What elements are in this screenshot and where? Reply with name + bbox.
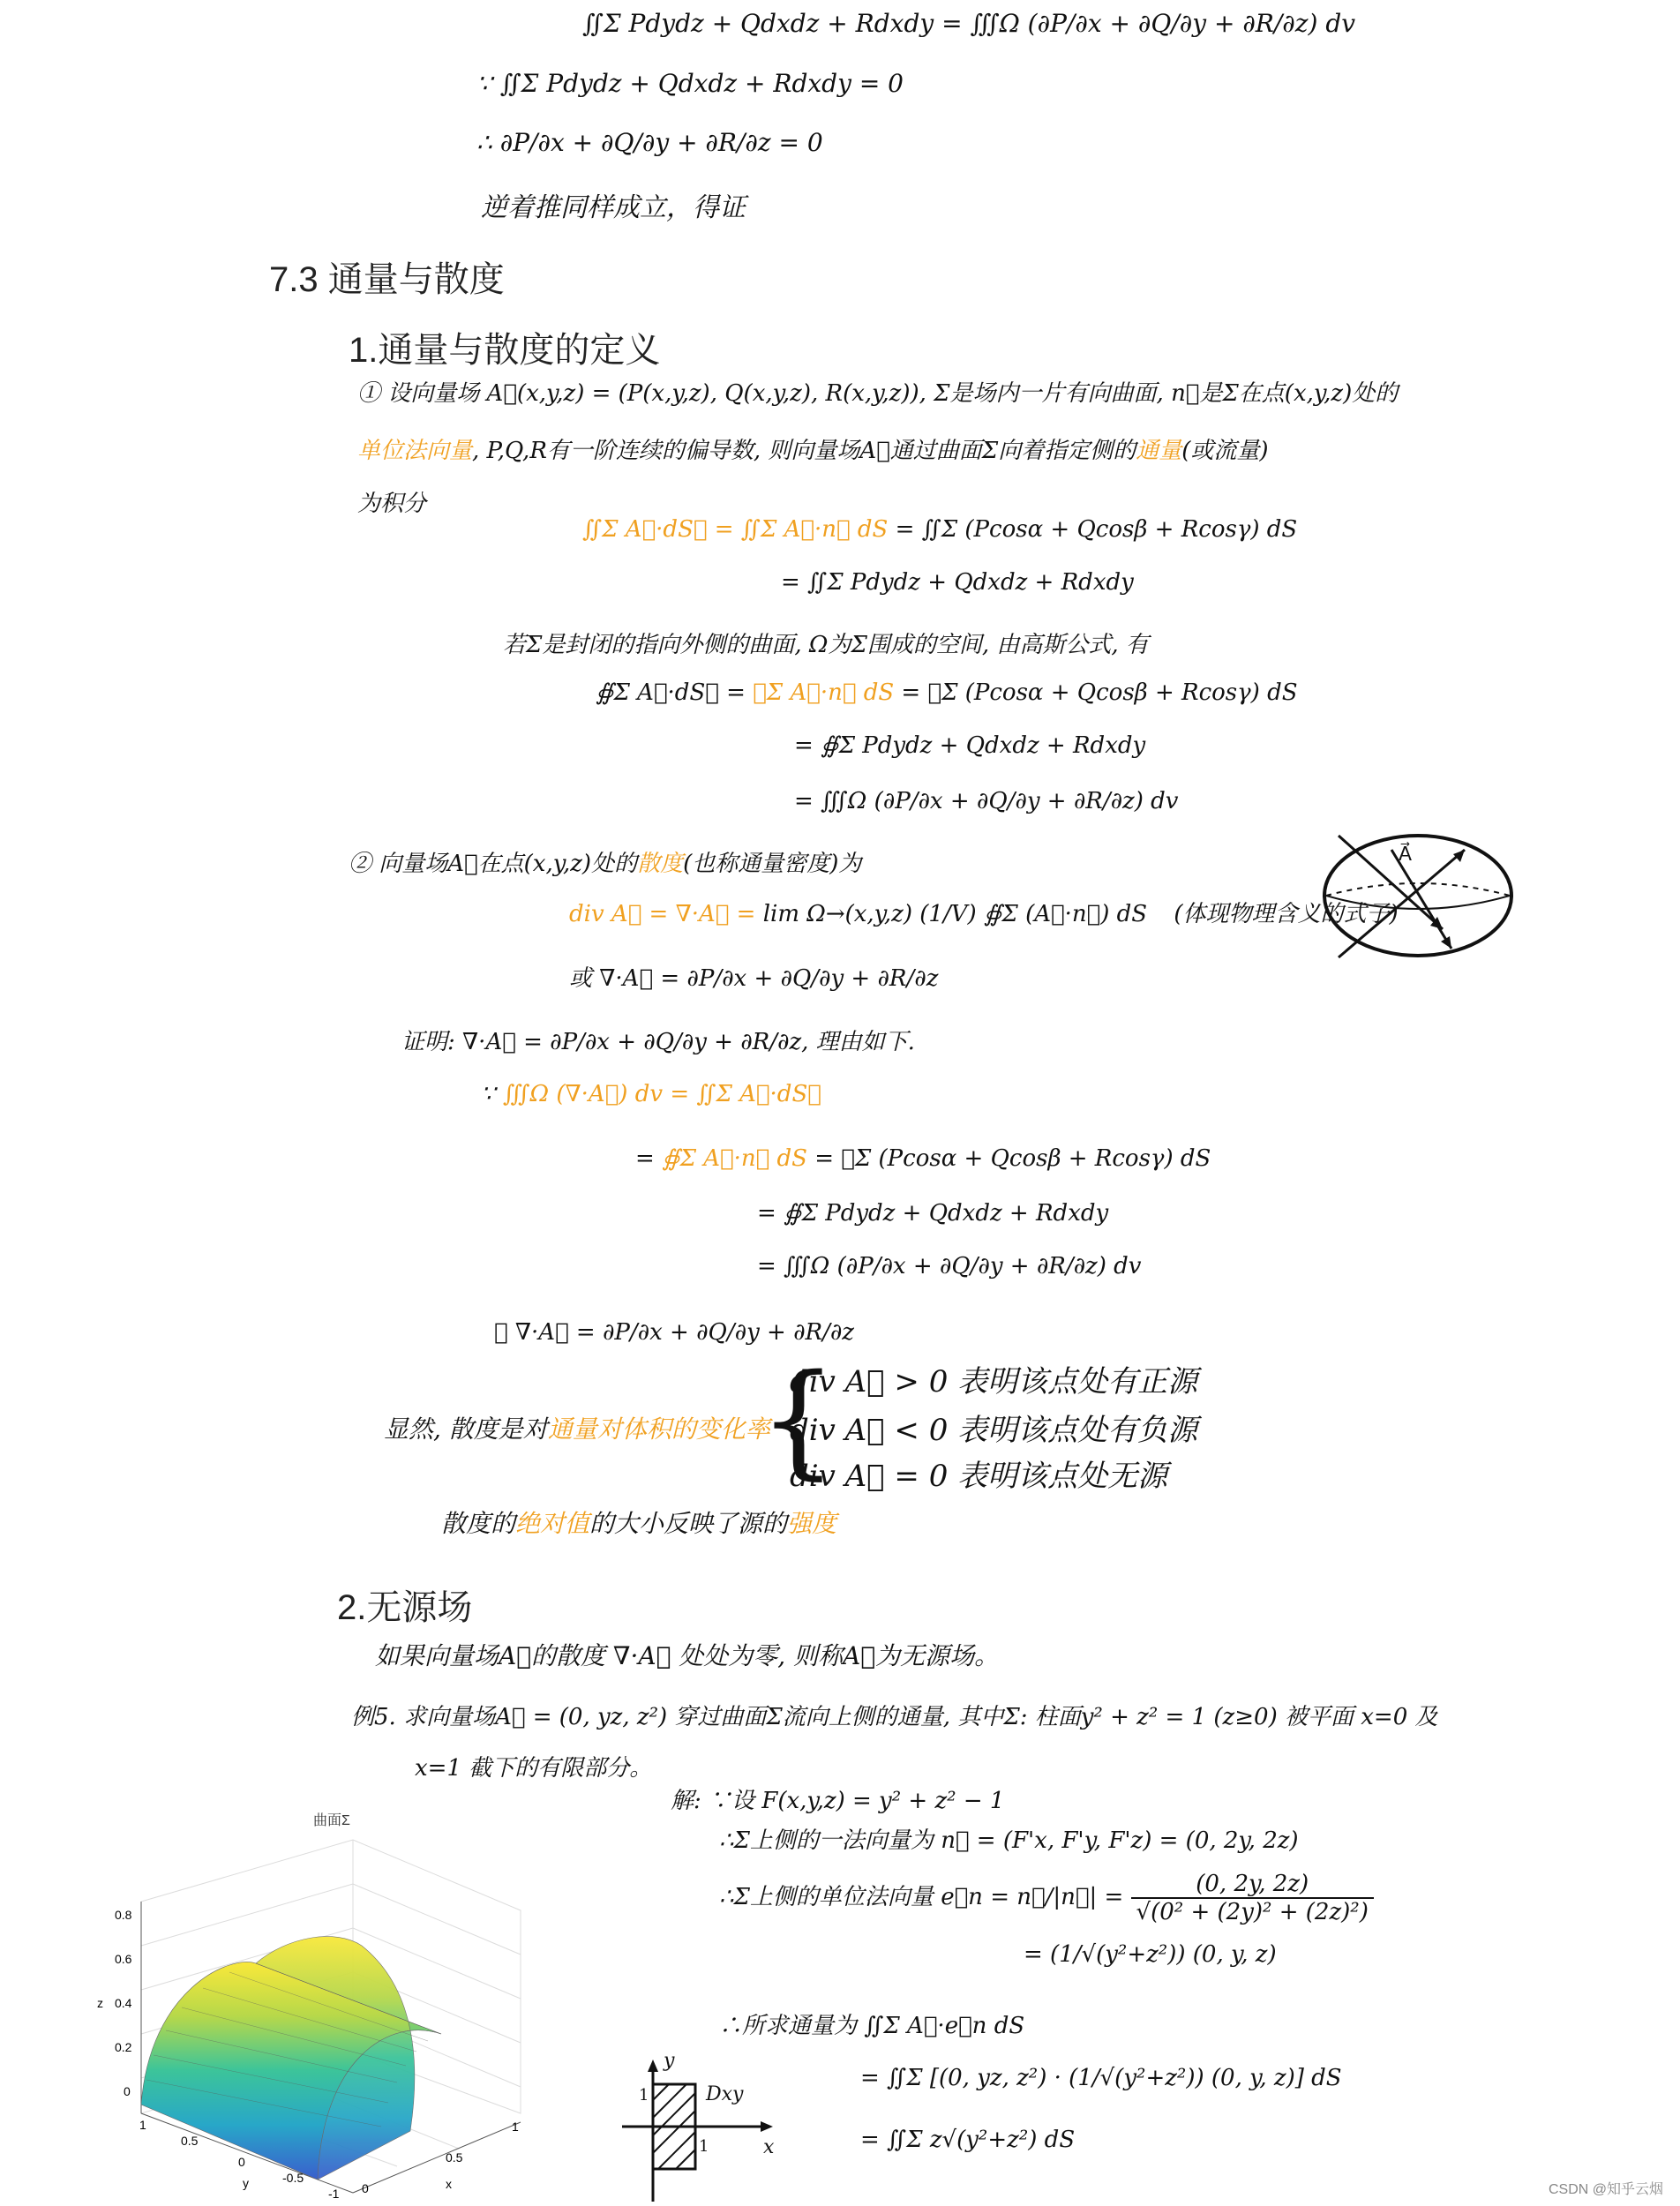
definition-line-2 — [357, 432, 1269, 465]
closed-flux-a: ∯Σ A⃗·dS⃗ = — [596, 679, 754, 706]
tick-1-x: 1 — [699, 2137, 709, 2156]
case-zero: div A⃗ = 0 表明该点处无源 — [790, 1459, 1168, 1494]
strength-b: 的大小反映了源的 — [589, 1509, 788, 1538]
x-tick: 0 — [362, 2181, 369, 2195]
z-axis-ticks — [115, 1908, 132, 2098]
definition-line-1 — [357, 375, 1398, 408]
tick-1-y: 1 — [639, 2086, 649, 2105]
divergence-highlight: 散度 — [637, 851, 684, 877]
y-tick: 1 — [139, 2118, 146, 2132]
flux-zero-premise: ∵ ∬Σ Pdydz + Qdxdz + Rdxdy = 0 — [476, 69, 904, 98]
z-tick: 0.6 — [115, 1952, 132, 1966]
closed-flux-line2: = ∯Σ Pdydz + Qdxdz + Rdxdy — [794, 732, 1146, 759]
closed-flux-highlight: ∯Σ A⃗·n⃗ dS — [753, 679, 895, 706]
strength-statement — [441, 1504, 836, 1540]
flux-formula-line2: = ∬Σ Pdydz + Qdxdz + Rdxdy — [781, 569, 1134, 596]
divergence-note: (体现物理含义的式子) — [1174, 901, 1399, 927]
closed-surface-text: 若Σ是封闭的指向外侧的曲面, Ω为Σ围成的空间, 由高斯公式, 有 — [503, 632, 1149, 658]
divergence-meaning-highlight: 通量对体积的变化率 — [547, 1414, 770, 1444]
definition-text-2-end: (或流量) — [1181, 438, 1269, 464]
proof-step-2-rest: = ∯Σ (Pcosα + Qcosβ + Rcosγ) dS — [806, 1145, 1211, 1172]
hatch-4 — [653, 2111, 695, 2153]
div-zero-conclusion: ∴ ∂P/∂x + ∂Q/∂y + ∂R/∂z = 0 — [476, 128, 823, 157]
definition-text-1: 设向量场 A⃗(x,y,z) = (P(x,y,z), Q(x,y,z), R(x,y,z)), Σ是场内一片有向曲面, n⃗是Σ在点(x,y,z)处的 — [387, 380, 1399, 407]
proof-heading: 证明: ∇·A⃗ = ∂P/∂x + ∂Q/∂y + ∂R/∂z, 理由如下. — [401, 1029, 915, 1055]
y-axis-arrow — [648, 2060, 658, 2072]
hatch-3 — [653, 2093, 695, 2135]
y-tick: -0.5 — [282, 2171, 304, 2185]
flux-formula — [582, 516, 1297, 543]
z-tick: 0.4 — [115, 1996, 132, 2010]
hatch-5 — [658, 2132, 695, 2169]
case-positive: div A⃗ > 0 表明该点处有正源 — [790, 1364, 1198, 1399]
unit-normal-highlight: 单位法向量 — [357, 438, 473, 464]
divergence-definition — [349, 845, 861, 878]
divergence-limit: lim Ω→(x,y,z) (1/V) ∯Σ (A⃗·n⃗) dS — [762, 901, 1148, 927]
solution-step-1: 解: ∵设 F(x,y,z) = y² + z² − 1 — [671, 1788, 1005, 1814]
divergence-meaning-a: 显然, 散度是对 — [384, 1414, 548, 1444]
x-tick: 0.5 — [446, 2150, 463, 2165]
example-5-line-2: x=1 截下的有限部分。 — [415, 1755, 653, 1782]
gauss-equation: ∬Σ Pdydz + Qdxdz + Rdxdy = ∭Ω (∂P/∂x + ∂Q/∂y + ∂R/∂z) dv — [582, 9, 1356, 38]
z-tick: 0.2 — [115, 2040, 132, 2054]
z-tick: 0 — [124, 2084, 131, 2098]
proof-step-2-highlight: ∯Σ A⃗·n⃗ dS — [662, 1145, 807, 1172]
hatch-2 — [653, 2084, 686, 2118]
strength-highlight-1: 绝对值 — [515, 1509, 590, 1538]
closed-flux-b: = ∯Σ (Pcosα + Qcosβ + Rcosγ) dS — [894, 679, 1298, 706]
z-axis-label: z — [97, 1996, 103, 2010]
axis-y-label: y — [664, 2050, 675, 2072]
y-tick: 0 — [238, 2155, 245, 2169]
flux-formula-rest: = ∬Σ (Pcosα + Qcosβ + Rcosγ) dS — [888, 516, 1298, 543]
solution-step-2: ∴Σ上侧的一法向量为 n⃗ = (F'x, F'y, F'z) = (0, 2y, 2z) — [719, 1827, 1299, 1854]
proof-step-4: = ∭Ω (∂P/∂x + ∂Q/∂y + ∂R/∂z) dv — [757, 1253, 1142, 1279]
divergence-formula — [569, 896, 1399, 928]
flux-formula-highlight: ∬Σ A⃗·dS⃗ = ∬Σ A⃗·n⃗ dS — [582, 516, 889, 543]
proof-because: ∵ — [481, 1081, 503, 1107]
sourceless-definition: 如果向量场A⃗的散度 ∇·A⃗ 处处为零, 则称A⃗为无源场。 — [375, 1641, 1000, 1670]
strength-highlight-2: 强度 — [787, 1509, 837, 1538]
divergence-or-line: 或 ∇·A⃗ = ∂P/∂x + ∂Q/∂y + ∂R/∂z — [569, 965, 939, 992]
x-axis-label: x — [446, 2177, 452, 2191]
y-tick: -1 — [328, 2187, 340, 2201]
closed-flux-line3: = ∭Ω (∂P/∂x + ∂Q/∂y + ∂R/∂z) dv — [794, 788, 1179, 814]
solution-step-5: ∴所求通量为 ∬Σ A⃗·e⃗n dS — [719, 2013, 1025, 2039]
solution-step-3-a: ∴Σ上侧的单位法向量 e⃗n = n⃗/|n⃗| = — [719, 1884, 1131, 1910]
plot-title: 曲面Σ — [313, 1813, 350, 1828]
definition-text-2: , P,Q,R有一阶连续的偏导数, 则向量场A⃗通过曲面Σ向着指定侧的 — [472, 438, 1136, 464]
solution-step-4: = (1/√(y²+z²)) (0, y, z) — [1024, 1941, 1277, 1968]
proof-step-3: = ∯Σ Pdydz + Qdxdz + Rdxdy — [757, 1200, 1109, 1227]
watermark: CSDN @知乎云烟 — [1549, 2182, 1664, 2197]
axis-x-label: x — [763, 2136, 775, 2158]
section-heading: 7.3 通量与散度 — [269, 260, 505, 299]
hatch-1 — [653, 2084, 669, 2100]
example-5-line-1: 例5. 求向量场A⃗ = (0, yz, z²) 穿过曲面Σ流向上侧的通量, 其中Σ: 柱面y² + z² = 1 (z≥0) 被平面 x=0 及 — [351, 1704, 1438, 1730]
definition-line-3: 为积分 — [357, 491, 427, 517]
proof-conclusion: ∴ ∇·A⃗ = ∂P/∂x + ∂Q/∂y + ∂R/∂z — [494, 1319, 854, 1346]
solution-step-7: = ∬Σ z√(y²+z²) dS — [860, 2127, 1076, 2153]
divergence-meaning — [384, 1410, 770, 1445]
subsection-definition: 1.通量与散度的定义 — [349, 331, 661, 370]
surface-plot — [97, 1831, 556, 2202]
z-tick: 0.8 — [115, 1908, 132, 1922]
closed-flux-formula — [596, 679, 1298, 706]
dxy-label: Dxy — [706, 2083, 744, 2105]
subsection-sourceless: 2.无源场 — [337, 1588, 473, 1627]
strength-a: 散度的 — [441, 1509, 516, 1538]
x-axis-arrow — [761, 2121, 773, 2132]
divergence-text-b: (也称通量密度)为 — [683, 851, 862, 877]
marker-1: ① — [357, 380, 381, 407]
cases-brace: { — [759, 1348, 838, 1492]
proof-step-1 — [481, 1081, 821, 1107]
dxy-region-sketch — [618, 2047, 794, 2206]
proof-step-2 — [635, 1145, 1211, 1172]
y-tick: 0.5 — [181, 2134, 199, 2148]
x-tick: 1 — [512, 2120, 519, 2134]
flux-highlight: 通量 — [1136, 438, 1182, 464]
divergence-formula-highlight: div A⃗ = ∇·A⃗ = — [569, 901, 763, 927]
case-negative: div A⃗ < 0 表明该点处有负源 — [790, 1413, 1198, 1448]
fraction-denominator: √(0² + (2y)² + (2z)²) — [1136, 1899, 1369, 1925]
solution-step-3 — [719, 1871, 1374, 1925]
hatch-6 — [676, 2150, 695, 2169]
y-axis-label: y — [243, 2176, 249, 2190]
solution-step-6: = ∬Σ [(0, yz, z²) · (1/√(y²+z²)) (0, y, z)] dS — [860, 2065, 1342, 2091]
divergence-text-a: 向量场A⃗在点(x,y,z)处的 — [379, 851, 638, 877]
fraction-numerator: (0, 2y, 2z) — [1131, 1871, 1374, 1899]
divergence-ellipse-diagram — [1319, 825, 1522, 966]
proof-step-2-eq: = — [635, 1145, 663, 1172]
vector-a-label: A⃗ — [1399, 844, 1413, 866]
unit-normal-fraction — [1131, 1871, 1374, 1925]
proof-step-1-highlight: ∭Ω (∇·A⃗) dv = ∬Σ A⃗·dS⃗ — [502, 1081, 821, 1107]
marker-2: ② — [349, 851, 372, 877]
converse-proof-note: 逆着推同样成立，得证 — [481, 192, 746, 223]
arrowhead-2 — [1453, 850, 1465, 862]
